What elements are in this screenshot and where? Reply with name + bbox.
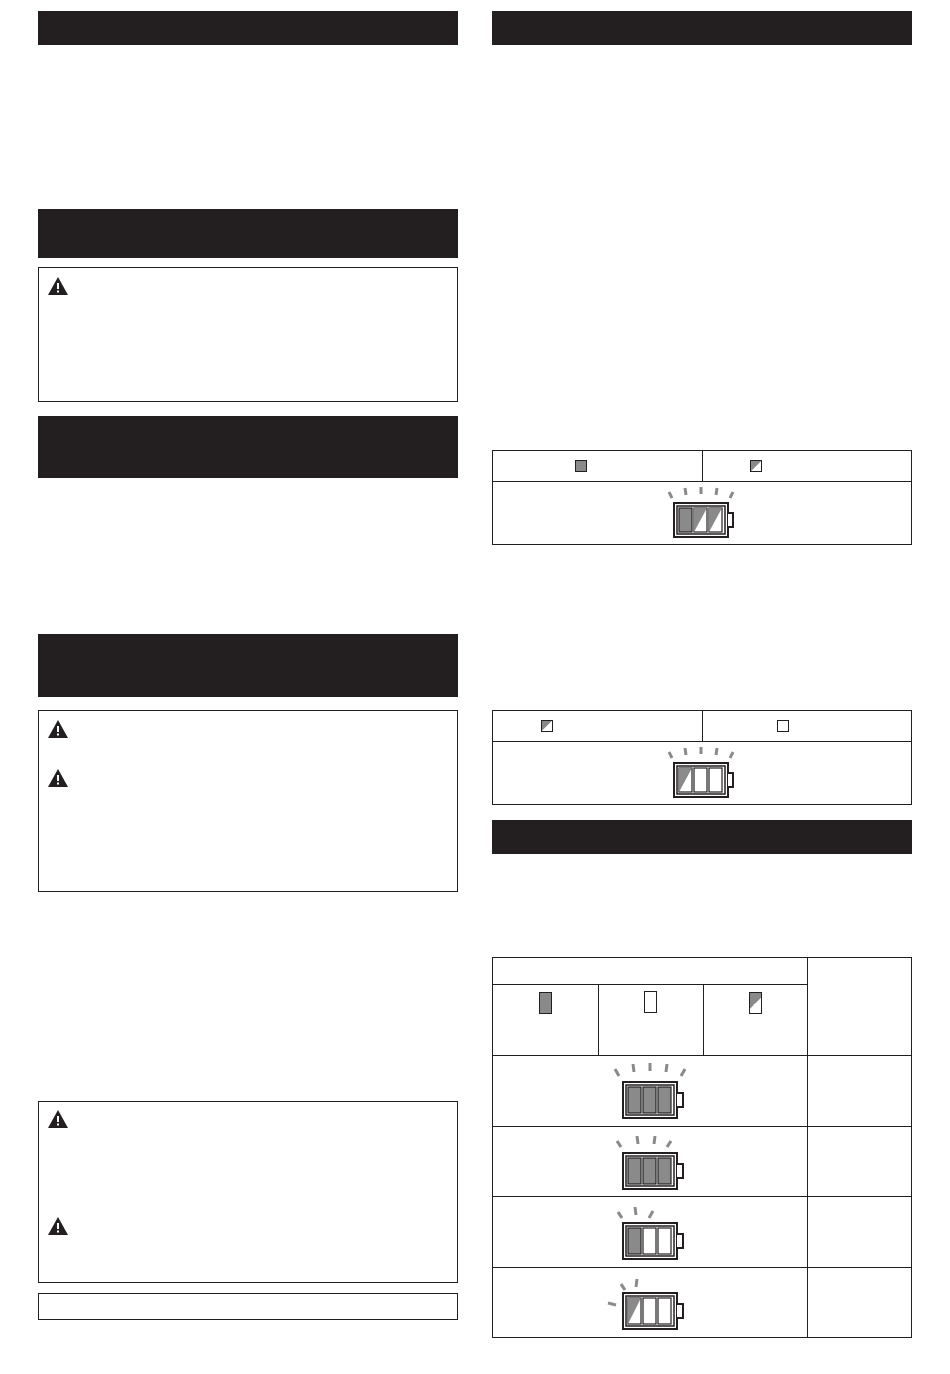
battery-indicator-icon <box>611 1203 691 1265</box>
table-divider <box>493 1196 911 1197</box>
section-header-bar <box>38 209 458 258</box>
section-header-bar <box>38 11 458 45</box>
table-divider <box>493 1126 911 1127</box>
indicator-table <box>492 710 912 805</box>
indicator-table <box>492 450 912 545</box>
table-divider <box>702 451 703 481</box>
warning-triangle-icon <box>47 276 69 296</box>
indicator-off-swatch <box>644 991 657 1013</box>
warning-triangle-icon <box>47 1109 69 1129</box>
warning-triangle-icon <box>47 719 69 739</box>
warning-box <box>38 1101 458 1283</box>
battery-indicator-icon <box>611 1062 691 1124</box>
section-header-bar <box>492 820 912 854</box>
table-divider <box>493 1267 911 1268</box>
table-divider <box>493 1055 911 1056</box>
indicator-on-swatch <box>539 992 552 1014</box>
table-divider <box>598 984 599 1055</box>
indicator-off-swatch <box>777 720 789 732</box>
section-header-bar <box>492 11 912 45</box>
indicator-on-swatch <box>575 460 587 472</box>
battery-indicator-icon <box>663 746 743 802</box>
section-header-bar <box>38 416 458 478</box>
indicator-blinking-swatch <box>541 720 553 732</box>
warning-box <box>38 710 458 892</box>
warning-box <box>38 267 458 402</box>
table-divider <box>807 958 808 1337</box>
table-divider <box>493 481 911 482</box>
indicator-blinking-swatch <box>750 460 762 472</box>
capacity-table <box>492 957 912 1338</box>
note-box <box>38 1293 458 1320</box>
battery-indicator-icon <box>611 1133 691 1195</box>
table-divider <box>702 711 703 741</box>
table-divider <box>703 984 704 1055</box>
battery-indicator-icon <box>603 1273 691 1335</box>
table-divider <box>493 984 807 985</box>
warning-triangle-icon <box>47 1216 69 1236</box>
battery-indicator-icon <box>663 486 743 542</box>
section-header-bar <box>38 634 458 697</box>
warning-triangle-icon <box>47 768 69 788</box>
table-divider <box>493 741 911 742</box>
indicator-blinking-swatch <box>749 992 762 1014</box>
